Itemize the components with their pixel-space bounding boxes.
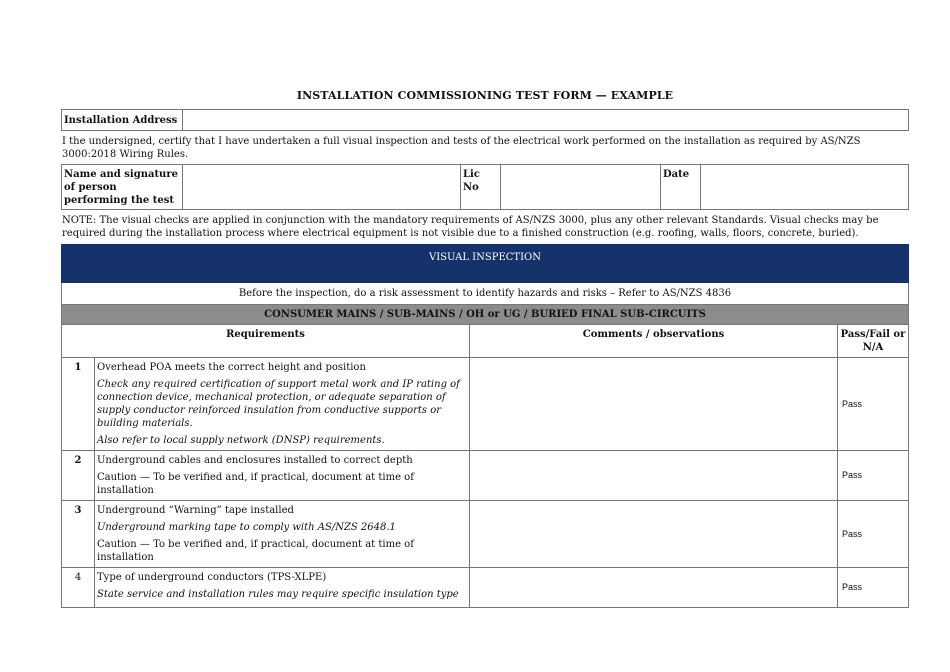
pass-fail-value[interactable]: Pass [838, 568, 909, 608]
section-heading: CONSUMER MAINS / SUB-MAINS / OH or UG / BURIED FINAL SUB-CIRCUITS [62, 305, 909, 325]
visual-inspection-table [61, 244, 909, 608]
item-number: 3 [62, 501, 95, 568]
item-detail-2: Also refer to local supply network (DNSP) requirements. [97, 435, 385, 446]
item-detail: Check any required certification of support metal work and IP rating of connection device, mechanical protection, or adequate separation of supply conductor reinforced insulation from conductive supports or building materials. [97, 379, 460, 429]
name-signature-label: Name and signature of person performing the test [62, 165, 183, 210]
item-description [95, 358, 470, 451]
table-row [62, 501, 909, 568]
pass-fail-header: Pass/Fail or N/A [838, 325, 909, 358]
pass-fail-value[interactable]: Pass [838, 501, 909, 568]
address-field[interactable] [183, 110, 909, 131]
form-title: INSTALLATION COMMISSIONING TEST FORM — EXAMPLE [296, 89, 674, 102]
table-row [62, 568, 909, 608]
requirements-header: Requirements [62, 325, 470, 358]
risk-assessment-note: Before the inspection, do a risk assessment to identify hazards and risks – Refer to AS/NZS 4836 [62, 283, 909, 305]
note-text: NOTE: The visual checks are applied in conjunction with the mandatory requirements of AS/NZS 3000, plus any other relevant Standards. Visual checks may be required during the installation process where electrical equipment is not visible due to a finished construction (e.g. roofing, walls, floors, concrete, buried). [62, 215, 879, 239]
item-title: Overhead POA meets the correct height and position [97, 362, 366, 373]
item-description [95, 501, 470, 568]
table-row [62, 451, 909, 501]
name-signature-field[interactable] [183, 165, 461, 210]
item-detail: State service and installation rules may require specific insulation type [97, 589, 459, 600]
comments-header: Comments / observations [470, 325, 838, 358]
item-title: Underground “Warning” tape installed [97, 505, 294, 516]
item-number: 1 [62, 358, 95, 451]
comment-field[interactable] [470, 451, 838, 501]
address-label: Installation Address [62, 110, 183, 131]
comment-field[interactable] [470, 501, 838, 568]
certification-text: I the undersigned, certify that I have undertaken a full visual inspection and tests of the electrical work performed on the installation as required by AS/NZS 3000:2018 Wiring Rules. [62, 136, 861, 160]
item-caution: Caution — To be verified and, if practical, document at time of installation [97, 539, 414, 563]
date-field[interactable] [701, 165, 909, 210]
table-row [62, 358, 909, 451]
comment-field[interactable] [470, 568, 838, 608]
pass-fail-value[interactable]: Pass [838, 358, 909, 451]
lic-no-field[interactable] [501, 165, 661, 210]
date-label: Date [661, 165, 701, 210]
visual-inspection-heading: VISUAL INSPECTION [62, 245, 909, 283]
item-caution: Caution — To be verified and, if practical, document at time of installation [97, 472, 414, 496]
comment-field[interactable] [470, 358, 838, 451]
item-number: 4 [62, 568, 95, 608]
item-description [95, 568, 470, 608]
item-detail: Underground marking tape to comply with AS/NZS 2648.1 [97, 522, 396, 533]
item-number: 2 [62, 451, 95, 501]
lic-no-label: Lic No [461, 165, 501, 210]
item-title: Underground cables and enclosures installed to correct depth [97, 455, 413, 466]
item-description [95, 451, 470, 501]
address-table [61, 109, 909, 131]
item-title: Type of underground conductors (TPS-XLPE) [97, 572, 327, 583]
signature-table [61, 164, 909, 210]
pass-fail-value[interactable]: Pass [838, 451, 909, 501]
